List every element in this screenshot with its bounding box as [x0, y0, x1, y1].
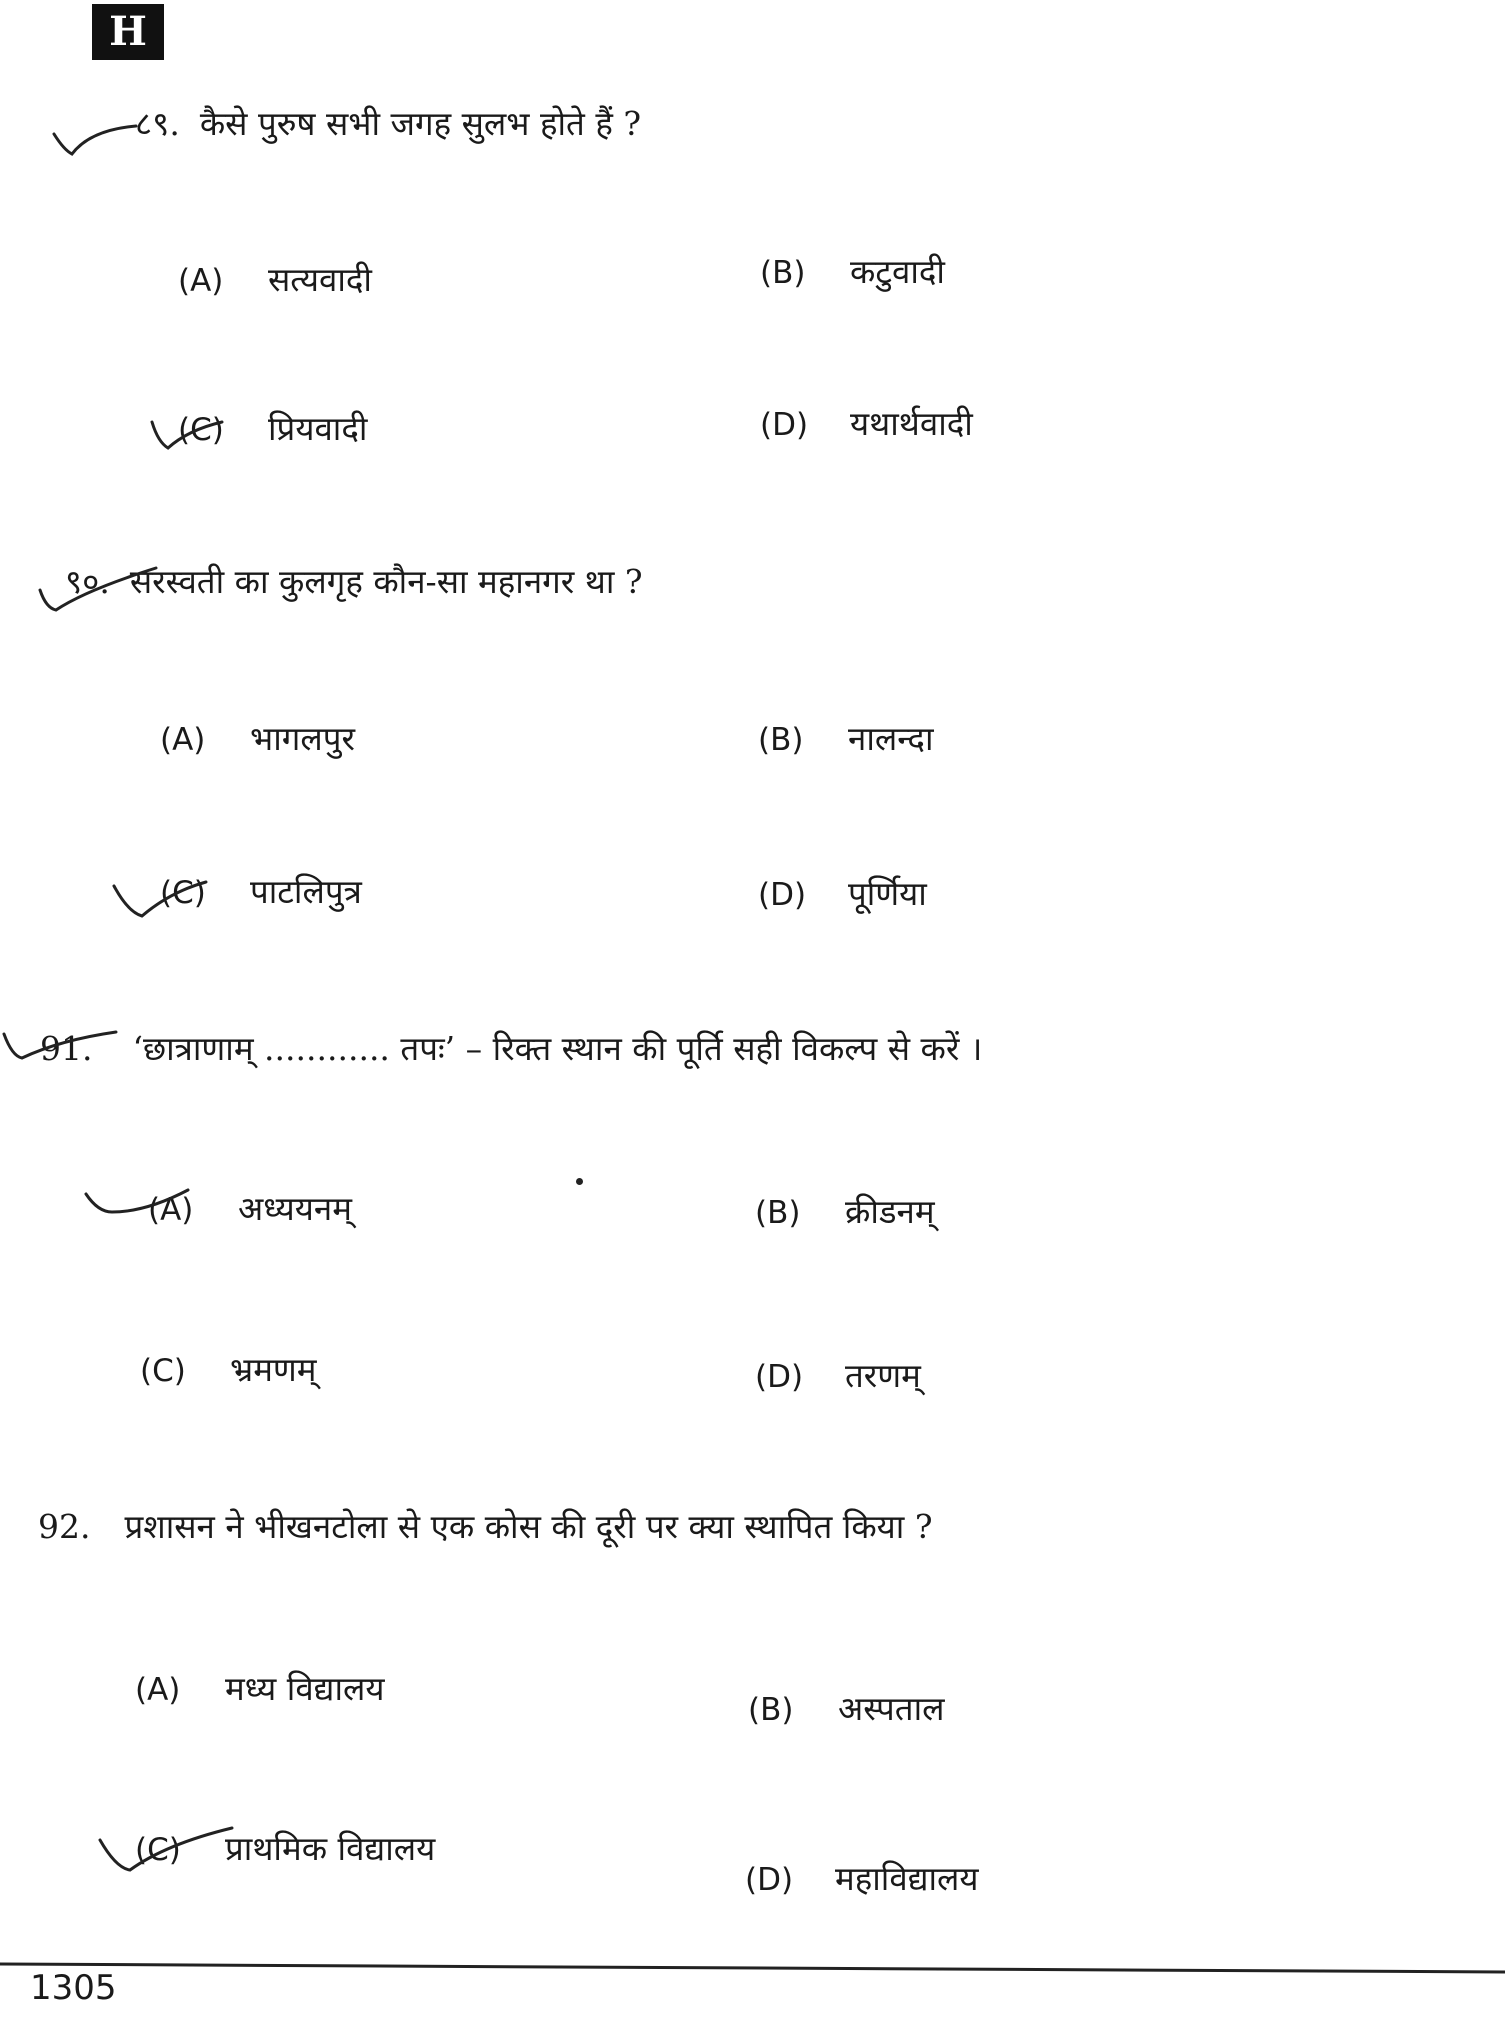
question-92-option-d: [745, 1855, 979, 1900]
option-letter: (C): [140, 1353, 186, 1389]
option-text: भ्रमणम्: [230, 1350, 317, 1389]
question-90-option-c: [160, 868, 362, 913]
question-89-option-c: [178, 405, 367, 450]
question-90-option-a: [160, 715, 355, 760]
option-letter: (B): [748, 1692, 794, 1728]
question-89-option-a: [178, 256, 372, 301]
option-text: कटुवादी: [850, 252, 945, 291]
option-letter: (C): [135, 1832, 181, 1868]
option-letter: (C): [160, 875, 206, 911]
footer-rule: [0, 1960, 1505, 1974]
option-letter: (A): [160, 722, 206, 758]
option-letter: (B): [758, 722, 804, 758]
handwritten-tick-icon: [50, 110, 140, 170]
option-text: पूर्णिया: [848, 874, 927, 913]
question-text: प्रशासन ने भीखनटोला से एक कोस की दूरी पर क्या स्थापित किया ?: [124, 1507, 933, 1546]
option-text: मध्य विद्यालय: [225, 1669, 385, 1708]
question-90: [65, 558, 643, 603]
question-text: सरस्वती का कुलगृह कौन-सा महानगर था ?: [129, 562, 643, 601]
option-text: प्राथमिक विद्यालय: [225, 1829, 436, 1868]
option-letter: (A): [148, 1192, 194, 1228]
question-number: 92.: [38, 1507, 91, 1546]
option-text: अध्ययनम्: [238, 1189, 352, 1228]
question-number: 91.: [40, 1029, 93, 1068]
question-text: ‘छात्राणाम् ............ तपः’ – रिक्त स्थान की पूर्ति सही विकल्प से करें ।: [132, 1029, 983, 1068]
option-letter: (D): [745, 1862, 794, 1898]
option-letter: (A): [135, 1672, 181, 1708]
option-letter: (C): [178, 412, 224, 448]
question-92-option-b: [748, 1685, 945, 1730]
option-letter: (D): [755, 1359, 804, 1395]
question-91: [40, 1025, 982, 1070]
question-text: कैसे पुरुष सभी जगह सुलभ होते हैं ?: [199, 104, 642, 143]
option-text: अस्पताल: [838, 1689, 945, 1728]
question-92-option-c: [135, 1825, 435, 1870]
question-number: ९०.: [65, 562, 110, 601]
option-letter: (D): [760, 407, 809, 443]
option-text: भागलपुर: [250, 719, 355, 758]
question-92-option-a: [135, 1665, 385, 1710]
option-text: तरणम्: [845, 1356, 921, 1395]
set-code-badge: H: [92, 4, 164, 60]
option-letter: (A): [178, 263, 224, 299]
option-letter: (B): [755, 1195, 801, 1231]
option-text: नालन्दा: [848, 719, 934, 758]
question-91-option-d: [755, 1352, 921, 1397]
question-89-option-b: [760, 248, 945, 293]
question-number: ८९.: [135, 104, 180, 143]
stray-dot: [576, 1178, 583, 1185]
question-90-option-b: [758, 715, 934, 760]
option-letter: (B): [760, 255, 806, 291]
question-91-option-c: [140, 1346, 317, 1391]
option-text: यथार्थवादी: [850, 404, 973, 443]
option-text: पाटलिपुत्र: [250, 872, 362, 911]
option-text: क्रीडनम्: [845, 1192, 935, 1231]
question-91-option-b: [755, 1188, 935, 1233]
option-text: सत्यवादी: [268, 260, 372, 299]
option-text: महाविद्यालय: [835, 1859, 979, 1898]
question-91-option-a: [148, 1185, 352, 1230]
question-92: [38, 1503, 933, 1548]
option-letter: (D): [758, 877, 807, 913]
question-89-option-d: [760, 400, 973, 445]
option-text: प्रियवादी: [268, 409, 368, 448]
question-90-option-d: [758, 870, 927, 915]
page-number: 1305: [30, 1968, 117, 2008]
question-89: [135, 100, 641, 145]
